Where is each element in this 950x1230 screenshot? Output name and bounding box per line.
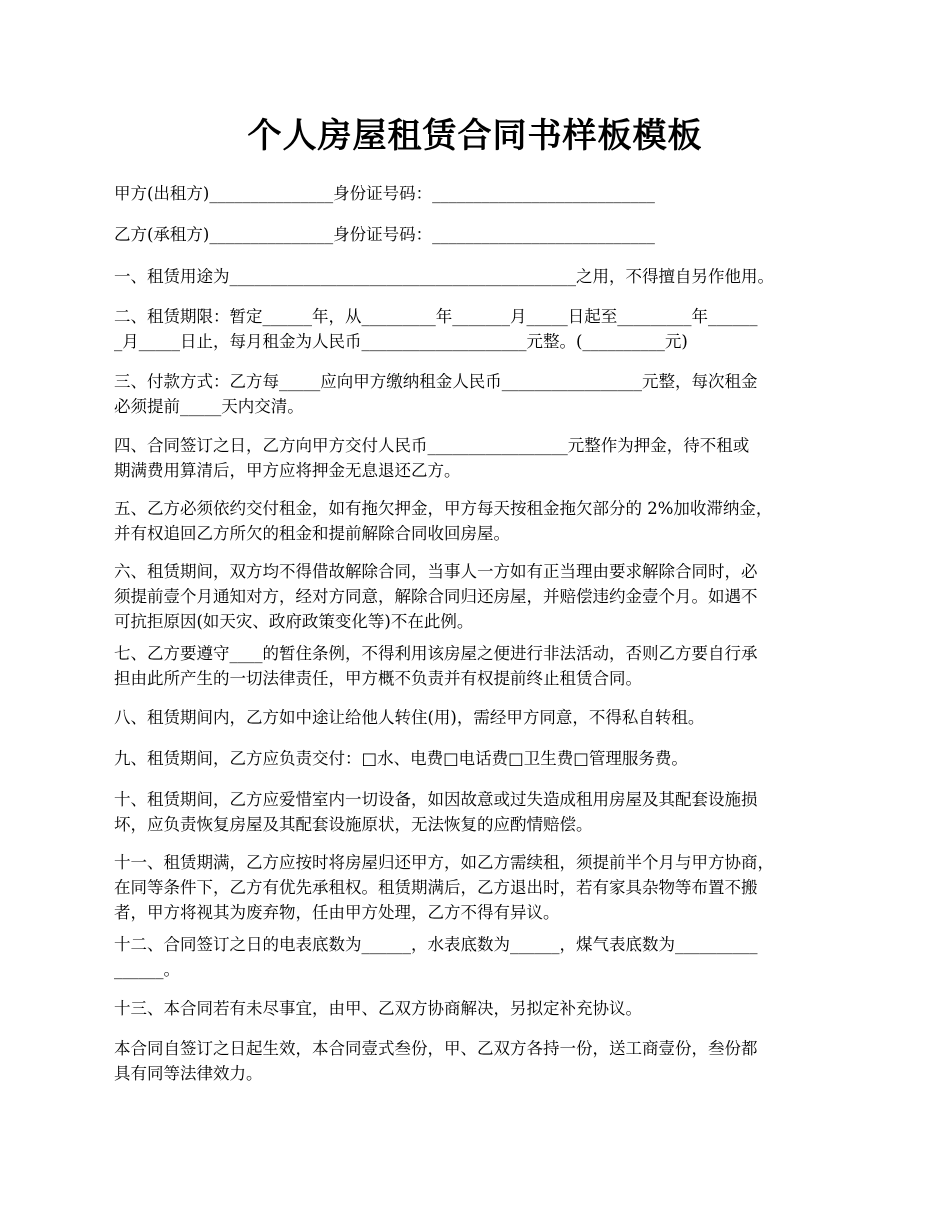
party-b-line: 乙方(承租方)_______________身份证号码：___________________________ <box>114 225 655 244</box>
clause-8-sublease: 八、租赁期间内，乙方如中途让给他人转住(用)，需经甲方同意，不得私自转租。 <box>114 708 705 727</box>
clause-12-meter-readings: 十二、合同签订之日的电表底数为______，水表底数为______，煤气表底数为__________ ______。 <box>114 935 758 979</box>
clause-10-equipment: 十、租赁期间，乙方应爱惜室内一切设备，如因故意或过失造成租用房屋及其配套设施损 坏，应负责恢复房屋及其配套设施原状，无法恢复的应酌情赔偿。 <box>114 790 758 834</box>
clause-1-purpose: 一、租赁用途为__________________________________________之用，不得擅自另作他用。 <box>114 267 774 286</box>
closing-effectiveness: 本合同自签订之日起生效，本合同壹式叁份，甲、乙双方各持一份，送工商壹份，叁份都 具有同等法律效力。 <box>114 1039 758 1083</box>
clause-3-payment: 三、付款方式：乙方每_____应向甲方缴纳租金人民币_________________元整，每次租金 必须提前_____天内交清。 <box>114 372 758 416</box>
clause-13-supplement: 十三、本合同若有未尽事宜，由甲、乙双方协商解决，另拟定补充协议。 <box>114 999 642 1018</box>
document-title: 个人房屋租赁合同书样板模板 <box>247 116 703 156</box>
clause-6-termination: 六、租赁期间，双方均不得借故解除合同，当事人一方如有正当理由要求解除合同时，必 须提前壹个月通知对方，经对方同意，解除合同归还房屋，并赔偿违约金壹个月。如遇不 可抗拒原因(如天灾、政府政策变化等)不在此例。 <box>114 562 758 631</box>
clause-7-regulations: 七、乙方要遵守____的暂住条例，不得利用该房屋之便进行非法活动，否则乙方要自行承 担由此所产生的一切法律责任，甲方概不负责并有权提前终止租赁合同。 <box>114 644 758 688</box>
clause-5-late-fee: 五、乙方必须依约交付租金，如有拖欠押金，甲方每天按租金拖欠部分的 2%加收滞纳金， 并有权追回乙方所欠的租金和提前解除合同收回房屋。 <box>114 499 773 543</box>
clause-2-term: 二、租赁期限：暂定______年，从_________年_______月_____日起至_________年______ _月_____日止，每月租金为人民币____________________元整。(__________元) <box>114 307 758 351</box>
clause-11-expiry: 十一、租赁期满，乙方应按时将房屋归还甲方，如乙方需续租，须提前半个月与甲方协商， 在同等条件下，乙方有优先承租权。租赁期满后，乙方退出时，若有家具杂物等布置不搬 者，甲方将视其为废弃物，任由甲方处理，乙方不得有异议。 <box>114 853 774 922</box>
clause-4-deposit: 四、合同签订之日，乙方向甲方交付人民币_________________元整作为押金，待不租或 期满费用算清后，甲方应将押金无息退还乙方。 <box>114 436 750 480</box>
party-a-line: 甲方(出租方)_______________身份证号码：___________________________ <box>114 184 655 203</box>
clause-9-utilities: 九、租赁期间，乙方应负责交付：□水、电费□电话费□卫生费□管理服务费。 <box>114 749 688 768</box>
